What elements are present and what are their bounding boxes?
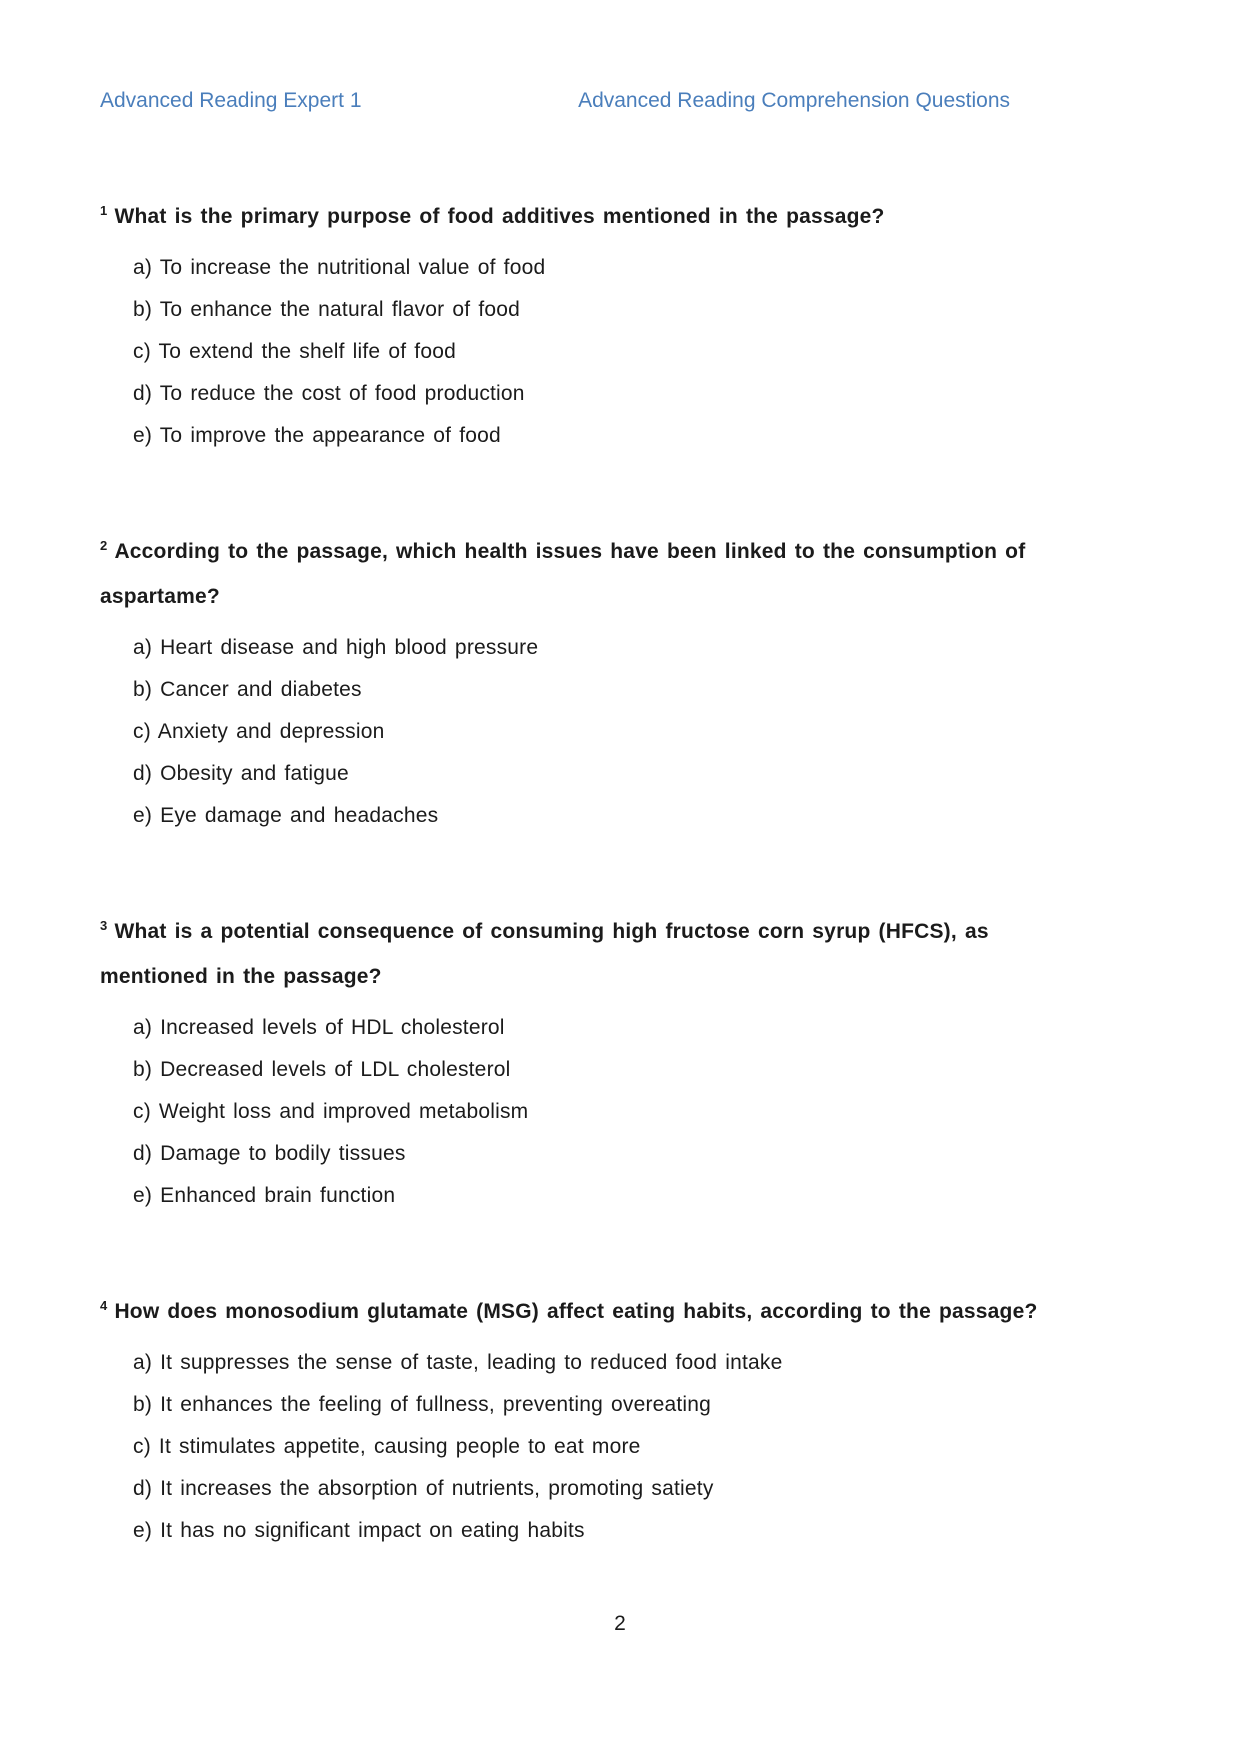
option-item: e) To improve the appearance of food bbox=[133, 424, 501, 447]
option-item: e) Enhanced brain function bbox=[133, 1184, 396, 1207]
option-item: b) To enhance the natural flavor of food bbox=[133, 298, 521, 321]
option-item: a) It suppresses the sense of taste, leading to reduced food intake bbox=[133, 1351, 783, 1374]
question-4-line-1: How does monosodium glutamate (MSG) affect eating habits, according to the passage? bbox=[114, 1300, 1038, 1323]
question-2-text bbox=[100, 529, 1026, 619]
option-item: e) Eye damage and headaches bbox=[133, 804, 439, 827]
page-header bbox=[100, 88, 1010, 114]
option-item: c) To extend the shelf life of food bbox=[133, 340, 456, 363]
question-1-line-1: What is the primary purpose of food additives mentioned in the passage? bbox=[114, 205, 885, 228]
question-4-options bbox=[100, 1342, 995, 1552]
question-4-text bbox=[100, 1289, 1038, 1334]
question-block-1 bbox=[100, 194, 995, 457]
option-item: a) Increased levels of HDL cholesterol bbox=[133, 1016, 505, 1039]
option-item: c) Weight loss and improved metabolism bbox=[133, 1100, 529, 1123]
option-item: a) To increase the nutritional value of food bbox=[133, 256, 546, 279]
question-1-options bbox=[100, 247, 995, 457]
question-3-text bbox=[100, 909, 995, 999]
option-item: a) Heart disease and high blood pressure bbox=[133, 636, 539, 659]
option-item: c) Anxiety and depression bbox=[133, 720, 385, 743]
question-1-text bbox=[100, 194, 995, 239]
option-item: d) Damage to bodily tissues bbox=[133, 1142, 406, 1165]
option-item: e) It has no significant impact on eating habits bbox=[133, 1519, 585, 1542]
option-item: b) It enhances the feeling of fullness, preventing overeating bbox=[133, 1393, 712, 1416]
question-3-line-2: mentioned in the passage? bbox=[100, 965, 382, 988]
option-item: c) It stimulates appetite, causing people to eat more bbox=[133, 1435, 641, 1458]
question-block-3 bbox=[100, 909, 995, 1217]
option-item: b) Decreased levels of LDL cholesterol bbox=[133, 1058, 511, 1081]
question-3-options bbox=[100, 1007, 995, 1217]
question-4-number: 4 bbox=[100, 1298, 108, 1313]
question-2-options bbox=[100, 627, 995, 837]
question-2-line-1: According to the passage, which health issues have been linked to the consumption of bbox=[114, 540, 1026, 563]
question-3-number: 3 bbox=[100, 918, 108, 933]
page-number: 2 bbox=[614, 1612, 626, 1635]
question-3-line-1: What is a potential consequence of consuming high fructose corn syrup (HFCS), as bbox=[114, 920, 989, 943]
option-item: d) Obesity and fatigue bbox=[133, 762, 349, 785]
question-block-4 bbox=[100, 1289, 1038, 1552]
page-footer bbox=[0, 1612, 1240, 1636]
question-2-number: 2 bbox=[100, 538, 108, 553]
question-1-number: 1 bbox=[100, 203, 108, 218]
header-left-title: Advanced Reading Expert 1 bbox=[100, 89, 362, 112]
header-right-title: Advanced Reading Comprehension Questions bbox=[578, 89, 1010, 112]
option-item: d) It increases the absorption of nutrients, promoting satiety bbox=[133, 1477, 714, 1500]
option-item: b) Cancer and diabetes bbox=[133, 678, 362, 701]
question-block-2 bbox=[100, 529, 1026, 837]
question-2-line-2: aspartame? bbox=[100, 585, 220, 608]
option-item: d) To reduce the cost of food production bbox=[133, 382, 525, 405]
